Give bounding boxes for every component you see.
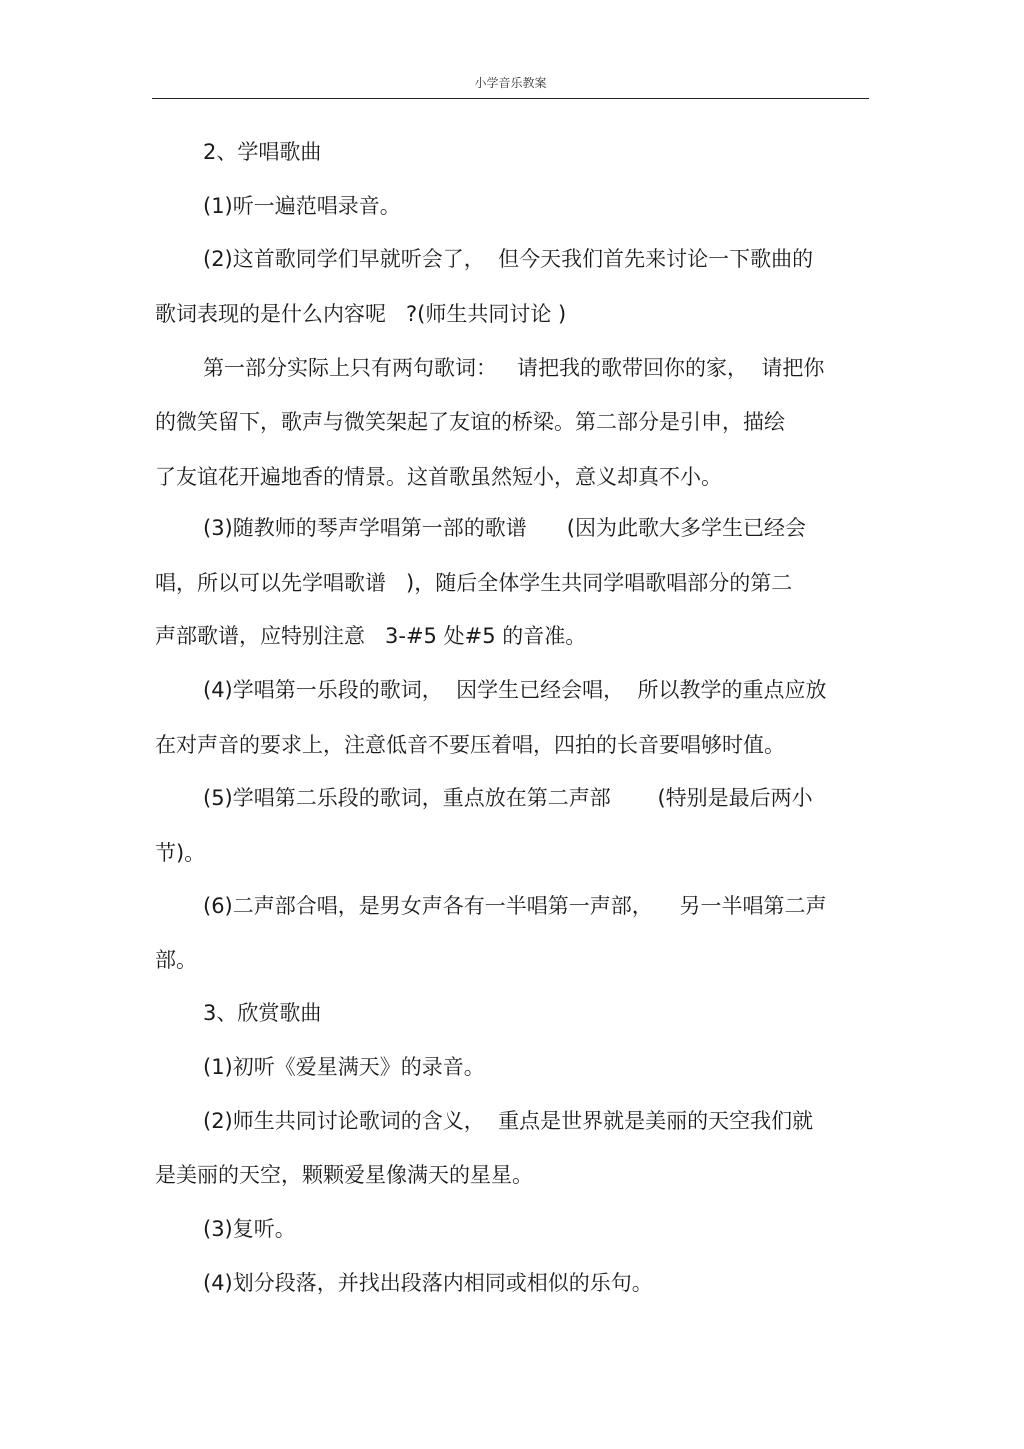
text-line: (3)随教师的琴声学唱第一部的歌谱 (因为此歌大多学生已经会 [203, 516, 806, 540]
text-line: (4)划分段落，并找出段落内相同或相似的乐句。 [203, 1271, 653, 1295]
section-heading: 3、欣赏歌曲 [203, 1001, 322, 1025]
text-line: 了友谊花开遍地香的情景。这首歌虽然短小，意义却真不小。 [155, 465, 722, 489]
text-line: (2)这首歌同学们早就听会了， 但今天我们首先来讨论一下歌曲的 [203, 247, 814, 271]
text-line: 是美丽的天空，颗颗爱星像满天的星星。 [155, 1163, 533, 1187]
text-line: 第一部分实际上只有两句歌词： 请把我的歌带回你的家， 请把你 [203, 356, 825, 380]
text-line: 歌词表现的是什么内容呢 ?(师生共同讨论 ) [155, 302, 567, 326]
text-line: (2)师生共同讨论歌词的含义， 重点是世界就是美丽的天空我们就 [203, 1109, 814, 1133]
header-title: 小学音乐教案 [474, 76, 547, 90]
text-line: 唱，所以可以先学唱歌谱 )，随后全体学生共同学唱歌唱部分的第二 [155, 571, 793, 595]
text-line: 在对声音的要求上，注意低音不要压着唱，四拍的长音要唱够时值。 [155, 733, 785, 757]
text-line: (1)初听《爱星满天》的录音。 [203, 1055, 485, 1079]
text-line: 部。 [155, 948, 197, 972]
header-divider [152, 98, 869, 99]
text-line: 的微笑留下，歌声与微笑架起了友谊的桥梁。第二部分是引申，描绘 [155, 410, 785, 434]
text-line: (5)学唱第二乐段的歌词，重点放在第二声部 (特别是最后两小 [203, 786, 813, 810]
text-line: 声部歌谱，应特别注意 3-#5 处#5 的音准。 [155, 624, 587, 648]
text-line: (6)二声部合唱，是男女声各有一半唱第一声部， 另一半唱第二声 [203, 894, 827, 918]
text-line: (4)学唱第一乐段的歌词， 因学生已经会唱， 所以教学的重点应放 [203, 678, 827, 702]
text-line: 节)。 [155, 841, 206, 865]
section-heading: 2、学唱歌曲 [203, 140, 322, 164]
text-line: (1)听一遍范唱录音。 [203, 194, 401, 218]
text-line: (3)复听。 [203, 1217, 296, 1241]
